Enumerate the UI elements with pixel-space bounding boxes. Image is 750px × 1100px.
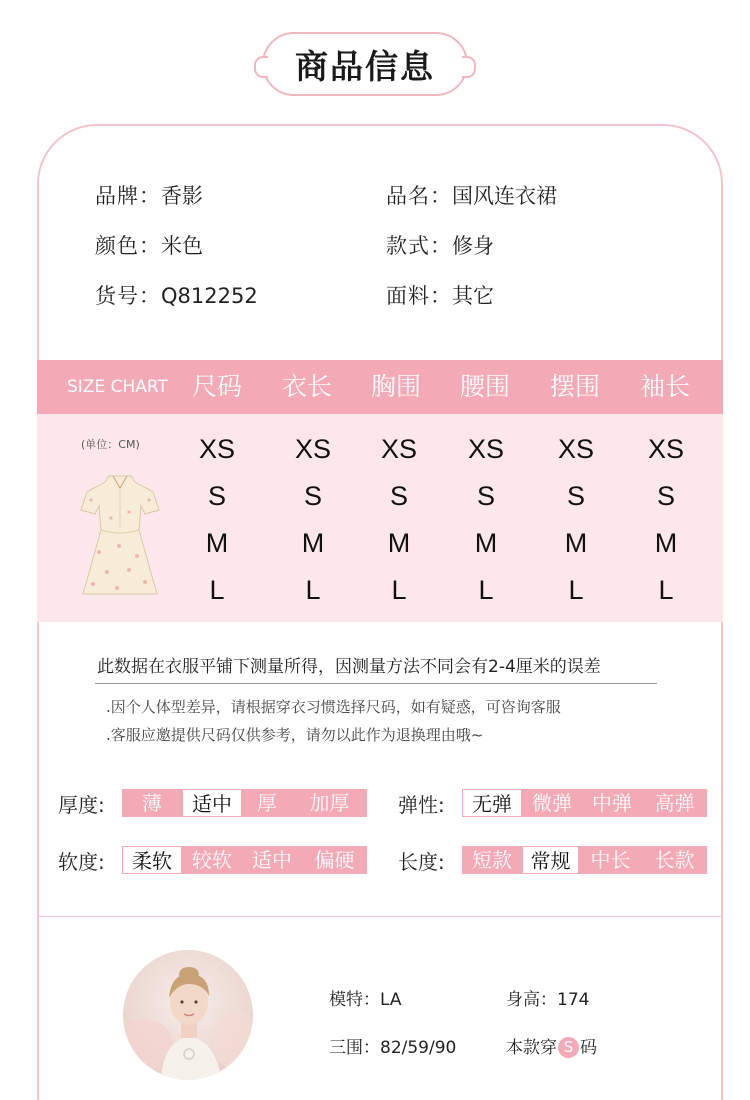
model-name: LA [380, 990, 402, 1010]
model-height: 174 [557, 990, 590, 1010]
size-cell: M [654, 528, 678, 558]
size-cell: M [205, 528, 229, 558]
elasticity-option: 高弹 [654, 791, 695, 815]
section-divider [37, 916, 723, 917]
col-header-length: 衣长 [281, 372, 332, 401]
thickness-scale [122, 789, 367, 817]
softness-scale [122, 846, 367, 874]
elasticity-label: 弹性: [398, 793, 445, 817]
col-header-chest: 胸围 [370, 372, 421, 401]
length-scale [462, 846, 707, 874]
size-cell: M [564, 528, 588, 558]
size-column-2 [268, 426, 358, 614]
length-option-selected: 常规 [522, 846, 579, 874]
model-measure-row [329, 1033, 456, 1058]
model-height-row [506, 985, 589, 1010]
fabric-value: 其它 [452, 284, 494, 308]
size-cell: L [209, 575, 225, 605]
product-name-label: 品名： [386, 184, 452, 208]
size-column-3 [354, 426, 444, 614]
section-title: 商品信息 [262, 32, 468, 96]
size-cell: M [387, 528, 411, 558]
size-chart-body [37, 414, 723, 622]
style-row [386, 230, 494, 260]
elasticity-option: 微弹 [532, 791, 572, 815]
size-cell: M [301, 528, 325, 558]
size-cell: S [303, 481, 322, 511]
elasticity-option: 中弹 [592, 791, 632, 815]
size-chart-label: SIZE CHART [67, 377, 168, 397]
size-cell: S [207, 481, 226, 511]
model-name-label: 模特： [329, 990, 380, 1010]
col-header-waist: 腰围 [459, 372, 510, 401]
sku-value: Q812252 [161, 284, 258, 308]
fabric-label: 面料： [386, 284, 452, 308]
size-column-5 [531, 426, 621, 614]
elasticity-scale [462, 789, 707, 817]
size-column-4 [441, 426, 531, 614]
unit-label: (单位：CM) [81, 438, 140, 451]
model-wear-size-row [506, 1033, 597, 1058]
color-row [95, 230, 203, 260]
size-cell: L [305, 575, 321, 605]
brand-label: 品牌： [95, 184, 161, 208]
color-label: 颜色： [95, 234, 161, 258]
size-cell: S [389, 481, 408, 511]
brand-row [95, 180, 203, 210]
size-cell: XS [198, 434, 236, 464]
note-line-2: .客服应邀提供尺码仅供参考，请勿以此作为退换理由哦~ [106, 726, 484, 744]
fabric-row [386, 280, 494, 310]
size-cell: L [658, 575, 674, 605]
sku-label: 货号： [95, 284, 161, 308]
measurement-note: 此数据在衣服平铺下测量所得，因测量方法不同会有2-4厘米的误差 [95, 652, 657, 684]
model-name-row [329, 985, 402, 1010]
thickness-option-selected: 适中 [182, 789, 242, 817]
elasticity-option-selected: 无弹 [462, 789, 522, 817]
col-header-sleeve: 袖长 [639, 372, 690, 401]
color-value: 米色 [161, 234, 203, 258]
model-measure: 82/59/90 [380, 1038, 457, 1058]
model-measure-label: 三围： [329, 1038, 380, 1058]
thickness-option: 厚 [257, 791, 277, 815]
model-avatar [123, 950, 253, 1080]
wear-suffix: 码 [580, 1038, 597, 1058]
size-cell: S [476, 481, 495, 511]
product-name-value: 国风连衣裙 [452, 184, 557, 208]
length-option: 中长 [590, 848, 631, 872]
size-cell: XS [380, 434, 418, 464]
model-height-label: 身高： [506, 990, 557, 1010]
length-option: 长款 [654, 848, 695, 872]
size-cell: S [566, 481, 585, 511]
softness-option: 偏硬 [314, 848, 355, 872]
col-header-hem: 摆围 [549, 372, 600, 401]
thickness-label: 厚度: [58, 793, 105, 817]
size-cell: L [478, 575, 494, 605]
thickness-option: 薄 [142, 791, 162, 815]
model-photo-icon [123, 950, 253, 1080]
sku-row [95, 280, 258, 310]
size-chart-header [37, 360, 723, 414]
wear-size-badge: S [558, 1037, 579, 1058]
softness-option-selected: 柔软 [122, 846, 182, 874]
col-header-size: 尺码 [191, 372, 242, 401]
thickness-option: 加厚 [309, 791, 350, 815]
size-column-1 [172, 426, 262, 614]
size-cell: L [391, 575, 407, 605]
size-cell: XS [467, 434, 505, 464]
size-cell: S [656, 481, 675, 511]
product-name-row [386, 180, 557, 210]
size-cell: XS [557, 434, 595, 464]
softness-option: 较软 [192, 848, 232, 872]
size-cell: XS [647, 434, 685, 464]
size-column-6 [621, 426, 711, 614]
brand-value: 香影 [161, 184, 203, 208]
length-option: 短款 [472, 848, 512, 872]
size-cell: L [568, 575, 584, 605]
style-value: 修身 [452, 234, 494, 258]
style-label: 款式： [386, 234, 452, 258]
softness-option: 适中 [252, 848, 292, 872]
size-cell: M [474, 528, 498, 558]
length-label: 长度: [398, 850, 445, 874]
size-cell: XS [294, 434, 332, 464]
note-line-1: .因个人体型差异，请根据穿衣习惯选择尺码，如有疑惑，可咨询客服 [106, 698, 561, 716]
wear-prefix: 本款穿 [506, 1038, 557, 1058]
softness-label: 软度: [58, 850, 105, 874]
dress-illustration [79, 472, 161, 602]
